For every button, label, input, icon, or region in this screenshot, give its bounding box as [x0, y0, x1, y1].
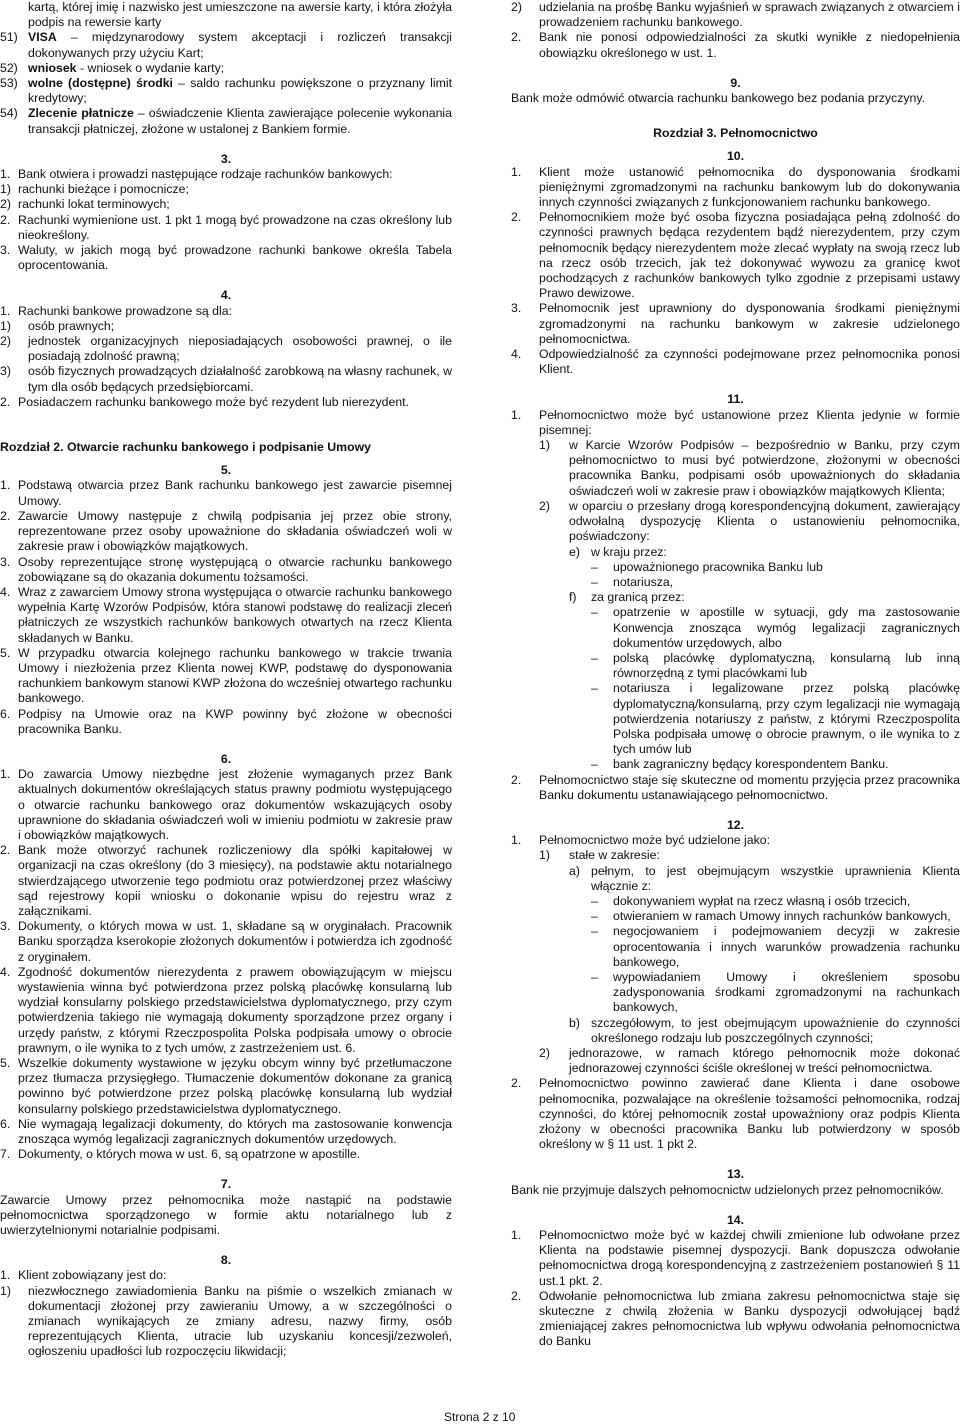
- clause: 1. Podstawą otwarcia przez Bank rachunku bankowego jest zawarcie pisemnej Umowy.: [0, 478, 452, 508]
- clause: 4. Zgodność dokumentów nierezydenta z prawem obowiązującym w miejscu wystawienia winna być potwierdzona przez polską placówkę konsularną lub wydział konsularny polskiego przedstawicielstwa dyplomatycznego, przy czym potwierdzenia takiego nie wymagają dokumenty sporządzone przez organy i urzędy państw, z którymi Rzeczpospolita Polska podpisała umowy o obrocie prawnym, o ile wynika to z tych umów, z zastrzeżeniem ust. 6.: [0, 964, 452, 1055]
- clause: 5. Wszelkie dokumenty wystawione w języku obcym winny być przetłumaczone przez tłumacza przysięgłego. Tłumaczenie dokumentów dokonane za granicą powinno być potwierdzone przez polską placówkę konsularną lub wydział konsularny polskiego przedstawicielstwa dyplomatycznego.: [0, 1056, 452, 1116]
- definition-53: 53) wolne (dostępne) środki – saldo rachunku powiększone o przyznany limit kredytowy;: [0, 76, 452, 106]
- clause-item: 1) w Karcie Wzorów Podpisów – bezpośrednio w Banku, przy czym pełnomocnictwo to musi być potwierdzone, złożonymi w obecności pracownika Banku, podpisami osób upoważnionych do składania oświadczeń woli w zakresie praw i obowiązków majątkowych Klienta;: [539, 438, 960, 498]
- dash-item: – polską placówkę dyplomatyczną, konsularną lub inną równorzędną z tymi placówkami lub: [591, 650, 960, 681]
- clause-item: 3) osób fizycznych prowadzących działalność zarobkową na własny rachunek, w tym dla osób będących przedsiębiorcami.: [0, 364, 452, 394]
- dash-item: – bank zagraniczny będący korespondentem Banku.: [591, 757, 889, 772]
- section-heading-7: 7.: [220, 1177, 232, 1192]
- section-heading-10: 10.: [726, 149, 745, 164]
- clause: 1. Rachunki bankowe prowadzone są dla:: [0, 303, 232, 318]
- clause-item: 1) osób prawnych;: [0, 318, 115, 333]
- section-heading-9: 9.: [730, 75, 741, 90]
- clause: 1. Pełnomocnictwo może być udzielone jako:: [511, 833, 771, 848]
- clause: Bank nie przyjmuje dalszych pełnomocnictw udzielonych przez pełnomocników.: [511, 1182, 944, 1197]
- section-heading-8: 8.: [220, 1253, 232, 1268]
- clause-item: 1) rachunki bieżące i pomocnicze;: [0, 182, 189, 197]
- clause: 7. Dokumenty, o których mowa w ust. 6, są opatrzone w apostille.: [0, 1147, 361, 1162]
- clause: 2. Pełnomocnictwo staje się skuteczne od momentu przyjęcia przez pracownika Banku dokumentu ustanawiającego pełnomocnictwo.: [511, 772, 960, 802]
- section-heading-6: 6.: [220, 751, 232, 766]
- dash-item: – notariusza i legalizowane przez polską placówkę dyplomatyczną/konsularną, przy czym legalizacji nie wymagają potwierdzenia notariuszy z państw, z którymi Rzeczpospolita Polska podpisała umowę o obrocie prawnym, o ile wynika to z tych umów lub: [591, 681, 960, 757]
- clause: 3. Osoby reprezentujące stronę występującą o otwarcie rachunku bankowego zobowiązane są do okazania dokumentu tożsamości.: [0, 554, 452, 584]
- definition-51: 51) VISA – międzynarodowy system akceptacji i rozliczeń transakcji dokonywanych przy użyciu Kart;: [0, 30, 452, 60]
- clause: 4. Odpowiedzialność za czynności podejmowane przez pełnomocnika ponosi Klient.: [511, 347, 960, 377]
- definition-continuation: kartą, której imię i nazwisko jest umieszczone na awersie karty, i która złożyła podpis na rewersie karty: [28, 0, 452, 30]
- clause-subitem: a) pełnym, to jest obejmującym wszystkie uprawnienia Klienta włącznie z:: [569, 863, 960, 893]
- clause: 4. Wraz z zawarciem Umowy strona występująca o otwarcie rachunku bankowego wypełnia Kartę Wzorów Podpisów, która stanowi podstawę do realizacji zleceń płatniczych ze wszystkich rachunków bankowych otwartych na rzecz Klienta składanych w Banku.: [0, 584, 452, 645]
- clause: 3. Waluty, w jakich mogą być prowadzone rachunki bankowe określa Tabela oprocentowania.: [0, 243, 452, 273]
- page-number: Strona 2 z 10: [444, 1410, 516, 1424]
- clause-item: 1) stałe w zakresie:: [539, 848, 660, 863]
- clause-item: 1) niezwłocznego zawiadomienia Banku na piśmie o wszelkich zmianach w dokumentacji złożonej przy zawieraniu Umowy, a w szczególności o zmianach wynikających ze zmiany adresu, nazwy firmy, osób reprezentujących Klienta, utracie lub uzyskaniu koncesji/zezwoleń, ogłoszeniu upadłości lub rozpoczęciu likwidacji;: [0, 1283, 452, 1359]
- left-column: [0, 0, 452, 1360]
- clause: 2. Pełnomocnictwo powinno zawierać dane Klienta i dane osobowe pełnomocnika, pozwalające na określenie tożsamości pełnomocnika, rodzaj czynności, do której pełnomocnik został upoważniony oraz podpis Klienta złożony w obecności pracownika Banku lub potwierdzony w sposób określony w § 11 ust. 1 pkt 2.: [511, 1076, 960, 1152]
- clause-item: 2) rachunki lokat terminowych;: [0, 197, 170, 212]
- section-heading-5: 5.: [220, 463, 232, 478]
- clause-item: 2) w oparciu o przesłany drogą korespondencyjną dokument, zawierający odwołalną dyspozycję Klienta o ustanowieniu pełnomocnika, poświadczony:: [539, 498, 960, 544]
- clause: Zawarcie Umowy przez pełnomocnika może nastąpić na podstawie pełnomocnictwa sporządzonego w formie aktu notarialnego lub z uwierzytelnionymi notarialnie podpisami.: [0, 1192, 452, 1238]
- clause: 1. Pełnomocnictwo może być ustanowione przez Klienta jedynie w formie pisemnej:: [511, 407, 960, 437]
- clause: 2. Odwołanie pełnomocnictwa lub zmiana zakresu pełnomocnictwa staje się skuteczne z chwilą złożenia w Banku dyspozycji odwołującej bądź zmieniającej zakres pełnomocnictwa lub wpływu odwołania pełnomocnictwa do Banku: [511, 1288, 960, 1349]
- clause: Bank może odmówić otwarcia rachunku bankowego bez podania przyczyny.: [511, 91, 925, 106]
- section-heading-13: 13.: [726, 1167, 745, 1182]
- dash-item: – dokonywaniem wypłat na rzecz własną i osób trzecich,: [591, 893, 911, 908]
- definition-54: 54) Zlecenie płatnicze – oświadczenie Klienta zawierające polecenie wykonania transakcji płatniczej, złożone w ustalonej z Bankiem formie.: [0, 106, 452, 136]
- dash-item: – upoważnionego pracownika Banku lub: [591, 559, 823, 574]
- clause-subitem: f) za granicą przez:: [569, 590, 685, 605]
- clause: 2. Bank może otworzyć rachunek rozliczeniowy dla spółki kapitałowej w organizacji na czas określony (do 3 miesięcy), na podstawie aktu notarialnego stwierdzającego utworzenie tego podmiotu oraz potwierdzonej przez właściwy sąd rejestrowy kopii wniosku o dokonanie wpisu do rejestru wraz z załącznikami.: [0, 843, 452, 918]
- clause: 1. Do zawarcia Umowy niezbędne jest złożenie wymaganych przez Bank aktualnych dokumentów określających status prawny podmiotu występującego o otwarcie rachunku bankowego oraz dokumentów wskazujących osoby uprawnione do składania oświadczeń woli w imieniu podmiotu w zakresie praw i obowiązków majątkowych.: [0, 767, 452, 842]
- clause-item: 2) jednostek organizacyjnych nieposiadających osobowości prawnej, o ile posiadają zdolność prawną;: [0, 334, 452, 364]
- clause: 1. Pełnomocnictwo może być w każdej chwili zmienione lub odwołane przez Klienta na podstawie pisemnej dyspozycji. Bank dopuszcza odwołanie pełnomocnictwa drogą korespondencyjną z zastrzeżeniem postanowień § 11 ust.1 pkt. 2.: [511, 1228, 960, 1288]
- dash-item: – wypowiadaniem Umowy i określeniem sposobu zadysponowania środkami zgromadzonymi na rachunkach bankowych,: [591, 969, 960, 1015]
- section-heading-4: 4.: [220, 288, 232, 303]
- dash-item: – negocjowaniem i podejmowaniem decyzji w zakresie oprocentowania i innych warunków prowadzenia rachunku bankowego,: [591, 924, 960, 969]
- dash-item: – notariusza,: [591, 574, 674, 589]
- clause-item: 2) jednorazowe, w ramach którego pełnomocnik może dokonać jednorazowej czynności ściśle określonej w treści pełnomocnictwa.: [539, 1046, 960, 1076]
- clause: 6. Nie wymagają legalizacji dokumenty, do których ma zastosowanie konwencja znosząca wymóg legalizacji zagranicznych dokumentów urzędowych.: [0, 1116, 452, 1147]
- clause: 3. Dokumenty, o których mowa w ust. 1, składane są w oryginałach. Pracownik Banku sporządza kserokopie złożonych dokumentów i potwierdza ich zgodność z oryginałem.: [0, 919, 452, 964]
- dash-item: – otwieraniem w ramach Umowy innych rachunków bankowych,: [591, 909, 951, 924]
- dash-item: – opatrzenie w apostille w sytuacji, gdy ma zastosowanie Konwencja znosząca wymóg legalizacji zagranicznych dokumentów urzędowych, albo: [591, 605, 960, 650]
- clause: 2. Rachunki wymienione ust. 1 pkt 1 mogą być prowadzone na czas określony lub nieokreślony.: [0, 212, 452, 242]
- section-heading-12: 12.: [726, 817, 745, 832]
- clause: 2. Zawarcie Umowy następuje z chwilą podpisania jej przez obie strony, reprezentowane przez osoby upoważnione do składania oświadczeń woli w zakresie praw i obowiązków majątkowych.: [0, 508, 452, 554]
- section-heading-3: 3.: [220, 151, 232, 166]
- clause: 1. Klient zobowiązany jest do:: [0, 1268, 167, 1283]
- clause-item: 2) udzielania na prośbę Banku wyjaśnień w sprawach związanych z otwarciem i prowadzeniem rachunku bankowego.: [511, 0, 960, 30]
- chapter-heading-2: Rozdział 2. Otwarcie rachunku bankowego i podpisanie Umowy: [0, 440, 372, 455]
- section-heading-11: 11.: [727, 392, 744, 407]
- clause: 5. W przypadku otwarcia kolejnego rachunku bankowego w trakcie trwania Umowy i niezłożenia przez Klienta nowej KWP, podstawę do dysponowania rachunkiem bankowym stanowi KWP złożona do wcześniej otwartego rachunku bankowego.: [0, 645, 452, 706]
- clause-subitem: e) w kraju przez:: [569, 544, 667, 559]
- clause-subitem: b) szczegółowym, to jest obejmującym upoważnienie do czynności określonego rodzaju lub poszczególnych czynności;: [569, 1015, 960, 1045]
- clause: 1. Klient może ustanowić pełnomocnika do dysponowania środkami pieniężnymi zgromadzonymi na rachunku bankowym lub do dokonywania innych czynności związanych z funkcjonowaniem rachunku bankowego.: [511, 164, 960, 210]
- clause: 2. Bank nie ponosi odpowiedzialności za skutki wynikłe z niedopełnienia obowiązku określonego w ust. 1.: [511, 30, 960, 60]
- definition-52: 52) wniosek - wniosek o wydanie karty;: [0, 60, 225, 75]
- section-heading-14: 14.: [726, 1212, 745, 1227]
- clause: 2. Posiadaczem rachunku bankowego może być rezydent lub nierezydent.: [0, 394, 409, 409]
- clause: 2. Pełnomocnikiem może być osoba fizyczna posiadająca pełną zdolność do czynności prawnych będąca rezydentem bądź nierezydentem, przy czym pełnomocnik będący nierezydentem może zlecać wypłaty na swoją rzecz lub na rzecz osób trzecich, jak też dokonywać wywozu za granicę kwot pochodzących z rachunków bankowych tylko zgodnie z przepisami ustawy Prawo dewizowe.: [511, 210, 960, 301]
- clause: 1. Bank otwiera i prowadzi następujące rodzaje rachunków bankowych:: [0, 167, 393, 182]
- clause: 3. Pełnomocnik jest uprawniony do dysponowania środkami pieniężnymi zgromadzonymi na rachunku bankowym w zakresie udzielonego pełnomocnictwa.: [511, 301, 960, 346]
- clause: 6. Podpisy na Umowie oraz na KWP powinny być złożone w obecności pracownika Banku.: [0, 706, 452, 736]
- right-column: [511, 0, 960, 1350]
- chapter-heading-3: Rozdział 3. Pełnomocnictwo: [653, 126, 818, 141]
